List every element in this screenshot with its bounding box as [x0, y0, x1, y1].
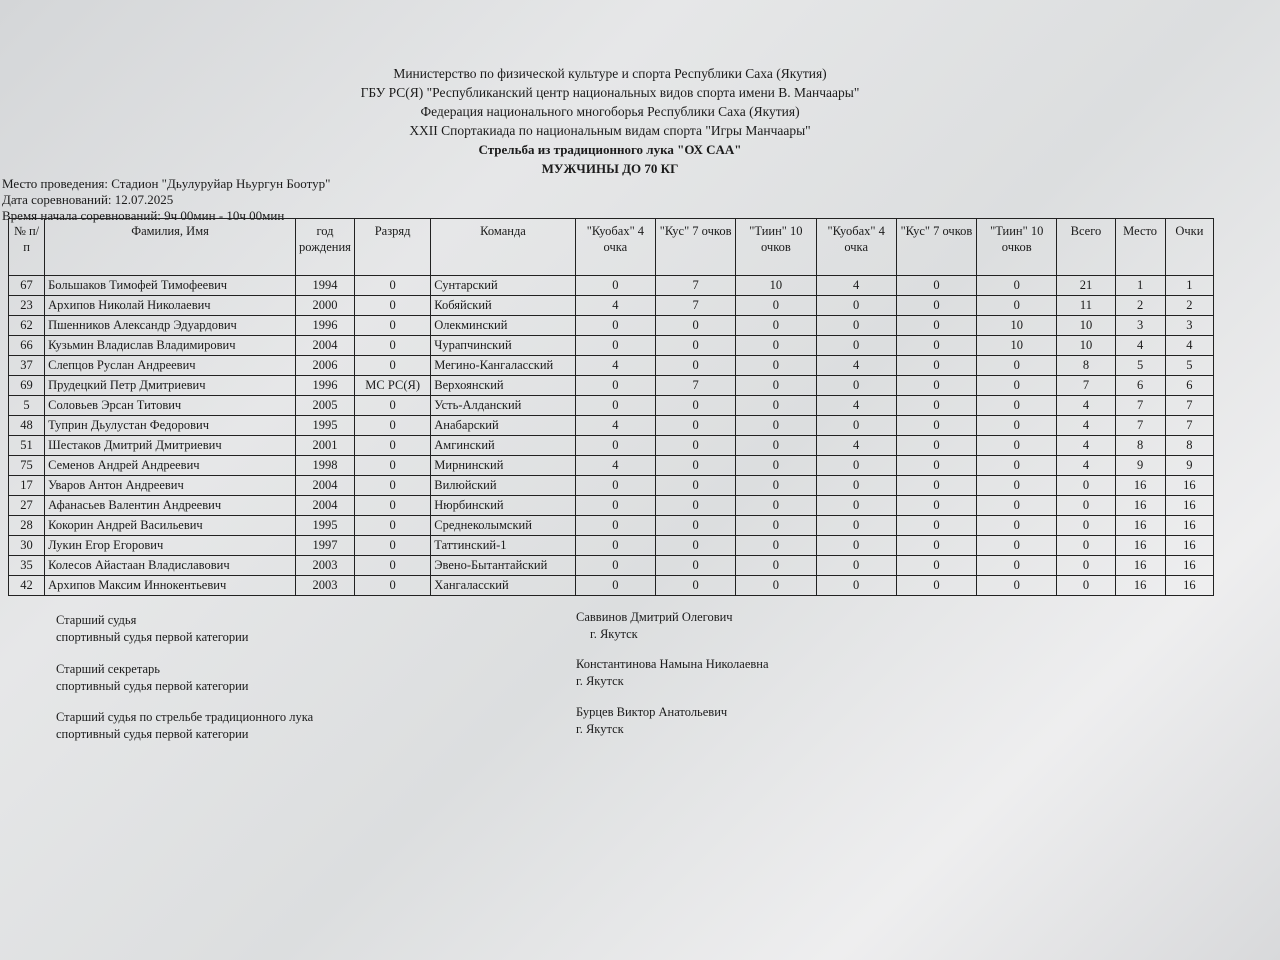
cell-s1: 0	[575, 436, 655, 456]
cell-name: Кузьмин Владислав Владимирович	[45, 336, 296, 356]
cell-total: 4	[1057, 456, 1115, 476]
cell-num: 17	[9, 476, 45, 496]
secretary-name: Константинова Намына Николаевна	[576, 657, 769, 671]
cell-team: Анабарский	[431, 416, 575, 436]
cell-total: 0	[1057, 496, 1115, 516]
cell-s4: 0	[816, 556, 896, 576]
table-row	[9, 416, 1214, 436]
cell-total: 0	[1057, 536, 1115, 556]
header-line-discipline: Стрельба из традиционного лука "ОХ СAA"	[478, 142, 742, 157]
cell-points: 16	[1165, 516, 1213, 536]
cell-total: 0	[1057, 476, 1115, 496]
cell-s1: 0	[575, 496, 655, 516]
cell-total: 11	[1057, 296, 1115, 316]
cell-s6: 0	[977, 576, 1057, 596]
archery-judge-title: Старший судья по стрельбе традиционного лука	[56, 710, 314, 724]
cell-team: Хангаласский	[431, 576, 575, 596]
cell-s3: 0	[736, 536, 816, 556]
col-team: Команда	[431, 219, 575, 276]
meta-date: Дата соревнований: 12.07.2025	[2, 192, 174, 207]
cell-year: 2000	[295, 296, 354, 316]
cell-team: Мирнинский	[431, 456, 575, 476]
cell-points: 5	[1165, 356, 1213, 376]
cell-team: Сунтарский	[431, 276, 575, 296]
judge-city: г. Якутск	[590, 627, 638, 641]
cell-name: Большаков Тимофей Тимофеевич	[45, 276, 296, 296]
cell-s6: 0	[977, 356, 1057, 376]
cell-rank: 0	[355, 436, 431, 456]
document-header	[0, 64, 1220, 178]
cell-rank: МС РС(Я)	[355, 376, 431, 396]
cell-name: Шестаков Дмитрий Дмитриевич	[45, 436, 296, 456]
col-shot3: "Тиин" 10 очков	[736, 219, 816, 276]
cell-team: Вилюйский	[431, 476, 575, 496]
cell-s4: 4	[816, 436, 896, 456]
cell-points: 16	[1165, 476, 1213, 496]
cell-total: 0	[1057, 556, 1115, 576]
col-total: Всего	[1057, 219, 1115, 276]
cell-s5: 0	[896, 456, 976, 476]
cell-rank: 0	[355, 356, 431, 376]
cell-s5: 0	[896, 416, 976, 436]
cell-rank: 0	[355, 276, 431, 296]
cell-s1: 0	[575, 396, 655, 416]
cell-year: 2006	[295, 356, 354, 376]
table-row	[9, 336, 1214, 356]
cell-s6: 0	[977, 436, 1057, 456]
cell-s2: 0	[656, 356, 736, 376]
col-rank: Разряд	[355, 219, 431, 276]
cell-s4: 0	[816, 536, 896, 556]
cell-rank: 0	[355, 316, 431, 336]
table-row	[9, 576, 1214, 596]
cell-points: 9	[1165, 456, 1213, 476]
table-row	[9, 316, 1214, 336]
cell-rank: 0	[355, 516, 431, 536]
col-points: Очки	[1165, 219, 1213, 276]
cell-s2: 0	[656, 496, 736, 516]
cell-year: 1996	[295, 316, 354, 336]
cell-place: 16	[1115, 576, 1165, 596]
cell-rank: 0	[355, 396, 431, 416]
cell-s3: 0	[736, 416, 816, 436]
cell-s1: 4	[575, 416, 655, 436]
cell-s2: 7	[656, 376, 736, 396]
cell-place: 7	[1115, 396, 1165, 416]
cell-name: Кокорин Андрей Васильевич	[45, 516, 296, 536]
col-shot6: "Тиин" 10 очков	[977, 219, 1057, 276]
cell-s1: 0	[575, 536, 655, 556]
cell-team: Амгинский	[431, 436, 575, 456]
cell-year: 2003	[295, 556, 354, 576]
cell-s5: 0	[896, 296, 976, 316]
cell-year: 1997	[295, 536, 354, 556]
cell-year: 1996	[295, 376, 354, 396]
cell-s1: 0	[575, 576, 655, 596]
table-row	[9, 556, 1214, 576]
table-header-row	[9, 219, 1214, 276]
table-row	[9, 396, 1214, 416]
cell-s2: 7	[656, 276, 736, 296]
cell-place: 16	[1115, 496, 1165, 516]
meta-time: Время начала соревнований: 9ч 00мин - 10ч 00мин	[2, 208, 285, 223]
cell-place: 7	[1115, 416, 1165, 436]
col-year: год рождения	[295, 219, 354, 276]
table-row	[9, 276, 1214, 296]
cell-num: 28	[9, 516, 45, 536]
cell-points: 1	[1165, 276, 1213, 296]
cell-num: 67	[9, 276, 45, 296]
table-row	[9, 456, 1214, 476]
cell-s2: 0	[656, 336, 736, 356]
cell-team: Усть-Алданский	[431, 396, 575, 416]
table-row	[9, 476, 1214, 496]
cell-s6: 0	[977, 416, 1057, 436]
cell-total: 10	[1057, 336, 1115, 356]
cell-s6: 0	[977, 376, 1057, 396]
cell-team: Верхоянский	[431, 376, 575, 396]
cell-place: 16	[1115, 516, 1165, 536]
col-shot1: "Куобах" 4 очка	[575, 219, 655, 276]
col-shot2: "Кус" 7 очков	[656, 219, 736, 276]
cell-name: Слепцов Руслан Андреевич	[45, 356, 296, 376]
archery-judge-name: Бурцев Виктор Анатольевич	[576, 705, 728, 719]
cell-s1: 0	[575, 376, 655, 396]
cell-s4: 0	[816, 336, 896, 356]
cell-s5: 0	[896, 496, 976, 516]
cell-s5: 0	[896, 396, 976, 416]
cell-year: 2004	[295, 496, 354, 516]
cell-name: Архипов Максим Иннокентьевич	[45, 576, 296, 596]
cell-points: 7	[1165, 416, 1213, 436]
cell-total: 10	[1057, 316, 1115, 336]
cell-s2: 0	[656, 556, 736, 576]
cell-s4: 0	[816, 576, 896, 596]
results-body	[9, 276, 1214, 596]
cell-points: 16	[1165, 536, 1213, 556]
cell-year: 1995	[295, 516, 354, 536]
cell-s3: 0	[736, 316, 816, 336]
header-line-games: XXII Спортакиада по национальным видам спорта "Игры Манчаары"	[409, 123, 811, 138]
cell-s2: 0	[656, 456, 736, 476]
footer-archery-person	[576, 704, 727, 738]
cell-s6: 0	[977, 536, 1057, 556]
cell-s5: 0	[896, 276, 976, 296]
col-place: Место	[1115, 219, 1165, 276]
cell-s4: 4	[816, 356, 896, 376]
cell-s6: 10	[977, 336, 1057, 356]
cell-rank: 0	[355, 556, 431, 576]
cell-s2: 0	[656, 316, 736, 336]
table-row	[9, 376, 1214, 396]
cell-team: Олекминский	[431, 316, 575, 336]
cell-s5: 0	[896, 336, 976, 356]
cell-s5: 0	[896, 556, 976, 576]
cell-s3: 0	[736, 356, 816, 376]
footer-judge-role	[56, 612, 249, 646]
cell-s3: 0	[736, 336, 816, 356]
cell-s3: 10	[736, 276, 816, 296]
cell-s3: 0	[736, 396, 816, 416]
cell-s3: 0	[736, 516, 816, 536]
cell-name: Соловьев Эрсан Титович	[45, 396, 296, 416]
cell-s5: 0	[896, 316, 976, 336]
cell-s5: 0	[896, 576, 976, 596]
cell-s5: 0	[896, 356, 976, 376]
cell-s1: 4	[575, 456, 655, 476]
cell-points: 16	[1165, 556, 1213, 576]
secretary-city: г. Якутск	[576, 674, 624, 688]
cell-points: 2	[1165, 296, 1213, 316]
cell-rank: 0	[355, 456, 431, 476]
cell-s2: 0	[656, 536, 736, 556]
cell-place: 5	[1115, 356, 1165, 376]
cell-rank: 0	[355, 416, 431, 436]
cell-s6: 0	[977, 496, 1057, 516]
cell-team: Кобяйский	[431, 296, 575, 316]
cell-s4: 4	[816, 276, 896, 296]
cell-name: Афанасьев Валентин Андреевич	[45, 496, 296, 516]
cell-name: Уваров Антон Андреевич	[45, 476, 296, 496]
cell-year: 2003	[295, 576, 354, 596]
col-shot4: "Куобах" 4 очка	[816, 219, 896, 276]
cell-total: 4	[1057, 416, 1115, 436]
judge-category: спортивный судья первой категории	[56, 630, 249, 644]
cell-s5: 0	[896, 476, 976, 496]
cell-s3: 0	[736, 376, 816, 396]
cell-place: 2	[1115, 296, 1165, 316]
cell-num: 75	[9, 456, 45, 476]
cell-s4: 0	[816, 316, 896, 336]
cell-team: Нюрбинский	[431, 496, 575, 516]
cell-place: 8	[1115, 436, 1165, 456]
cell-s4: 0	[816, 456, 896, 476]
cell-team: Эвено-Бытантайский	[431, 556, 575, 576]
cell-year: 1994	[295, 276, 354, 296]
cell-total: 4	[1057, 436, 1115, 456]
secretary-title: Старший секретарь	[56, 662, 160, 676]
cell-name: Архипов Николай Николаевич	[45, 296, 296, 316]
cell-s1: 4	[575, 356, 655, 376]
cell-s6: 0	[977, 396, 1057, 416]
cell-s4: 0	[816, 476, 896, 496]
cell-points: 4	[1165, 336, 1213, 356]
cell-s1: 0	[575, 556, 655, 576]
cell-s3: 0	[736, 496, 816, 516]
cell-num: 27	[9, 496, 45, 516]
cell-name: Прудецкий Петр Дмитриевич	[45, 376, 296, 396]
cell-s1: 4	[575, 296, 655, 316]
cell-s1: 0	[575, 276, 655, 296]
cell-rank: 0	[355, 496, 431, 516]
cell-num: 35	[9, 556, 45, 576]
cell-s3: 0	[736, 556, 816, 576]
cell-total: 4	[1057, 396, 1115, 416]
cell-place: 16	[1115, 536, 1165, 556]
competition-meta	[2, 176, 330, 224]
cell-s4: 4	[816, 396, 896, 416]
cell-s4: 0	[816, 296, 896, 316]
cell-s6: 0	[977, 476, 1057, 496]
cell-s4: 0	[816, 516, 896, 536]
cell-s2: 7	[656, 296, 736, 316]
cell-points: 16	[1165, 496, 1213, 516]
cell-s1: 0	[575, 516, 655, 536]
cell-s6: 0	[977, 296, 1057, 316]
cell-s6: 0	[977, 276, 1057, 296]
cell-year: 2001	[295, 436, 354, 456]
col-shot5: "Кус" 7 очков	[896, 219, 976, 276]
cell-s2: 0	[656, 436, 736, 456]
cell-rank: 0	[355, 476, 431, 496]
cell-year: 1995	[295, 416, 354, 436]
cell-s2: 0	[656, 576, 736, 596]
cell-s3: 0	[736, 296, 816, 316]
cell-team: Мегино-Кангаласский	[431, 356, 575, 376]
table-row	[9, 436, 1214, 456]
table-row	[9, 496, 1214, 516]
cell-s4: 0	[816, 496, 896, 516]
footer-secretary-person	[576, 656, 769, 690]
cell-num: 62	[9, 316, 45, 336]
cell-s5: 0	[896, 436, 976, 456]
cell-s1: 0	[575, 336, 655, 356]
cell-s4: 0	[816, 416, 896, 436]
cell-name: Лукин Егор Егорович	[45, 536, 296, 556]
cell-s4: 0	[816, 376, 896, 396]
header-line-center: ГБУ РС(Я) "Республиканский центр национальных видов спорта имени В. Манчаары"	[360, 85, 860, 100]
col-name: Фамилия, Имя	[45, 219, 296, 276]
cell-total: 21	[1057, 276, 1115, 296]
cell-points: 8	[1165, 436, 1213, 456]
cell-name: Колесов Айастаан Владиславович	[45, 556, 296, 576]
cell-total: 8	[1057, 356, 1115, 376]
cell-total: 0	[1057, 576, 1115, 596]
cell-s5: 0	[896, 536, 976, 556]
cell-name: Семенов Андрей Андреевич	[45, 456, 296, 476]
col-num: № п/п	[9, 219, 45, 276]
cell-s6: 10	[977, 316, 1057, 336]
header-line-category: МУЖЧИНЫ ДО 70 КГ	[541, 161, 679, 176]
cell-rank: 0	[355, 296, 431, 316]
footer-archery-role	[56, 709, 313, 743]
cell-team: Среднеколымский	[431, 516, 575, 536]
cell-num: 48	[9, 416, 45, 436]
cell-year: 2004	[295, 476, 354, 496]
archery-judge-category: спортивный судья первой категории	[56, 727, 249, 741]
cell-total: 0	[1057, 516, 1115, 536]
cell-s2: 0	[656, 476, 736, 496]
cell-place: 16	[1115, 556, 1165, 576]
cell-s2: 0	[656, 416, 736, 436]
cell-num: 66	[9, 336, 45, 356]
cell-name: Пшенников Александр Эдуардович	[45, 316, 296, 336]
cell-num: 37	[9, 356, 45, 376]
cell-rank: 0	[355, 536, 431, 556]
cell-num: 23	[9, 296, 45, 316]
table-row	[9, 356, 1214, 376]
cell-num: 69	[9, 376, 45, 396]
cell-place: 3	[1115, 316, 1165, 336]
cell-s6: 0	[977, 456, 1057, 476]
judge-title: Старший судья	[56, 613, 137, 627]
archery-judge-city: г. Якутск	[576, 722, 624, 736]
cell-s2: 0	[656, 396, 736, 416]
footer-secretary-role	[56, 661, 249, 695]
cell-place: 4	[1115, 336, 1165, 356]
cell-s3: 0	[736, 456, 816, 476]
cell-points: 7	[1165, 396, 1213, 416]
cell-s5: 0	[896, 376, 976, 396]
judge-name: Саввинов Дмитрий Олегович	[576, 610, 733, 624]
cell-num: 42	[9, 576, 45, 596]
cell-s3: 0	[736, 576, 816, 596]
cell-s5: 0	[896, 516, 976, 536]
cell-total: 7	[1057, 376, 1115, 396]
secretary-category: спортивный судья первой категории	[56, 679, 249, 693]
cell-s3: 0	[736, 476, 816, 496]
cell-team: Таттинский-1	[431, 536, 575, 556]
cell-place: 16	[1115, 476, 1165, 496]
cell-points: 6	[1165, 376, 1213, 396]
results-table	[8, 218, 1214, 596]
cell-rank: 0	[355, 336, 431, 356]
cell-s1: 0	[575, 316, 655, 336]
cell-s1: 0	[575, 476, 655, 496]
cell-num: 51	[9, 436, 45, 456]
header-line-federation: Федерация национального многоборья Республики Саха (Якутия)	[420, 104, 800, 119]
cell-place: 9	[1115, 456, 1165, 476]
meta-venue: Место проведения: Стадион "Дьулуруйар Ньургун Боотур"	[2, 176, 331, 191]
footer-judge-person	[576, 609, 733, 643]
cell-name: Туприн Дьулустан Федорович	[45, 416, 296, 436]
cell-place: 1	[1115, 276, 1165, 296]
cell-s6: 0	[977, 516, 1057, 536]
cell-year: 1998	[295, 456, 354, 476]
cell-team: Чурапчинский	[431, 336, 575, 356]
cell-s3: 0	[736, 436, 816, 456]
cell-s2: 0	[656, 516, 736, 536]
cell-s6: 0	[977, 556, 1057, 576]
cell-num: 30	[9, 536, 45, 556]
cell-points: 16	[1165, 576, 1213, 596]
cell-place: 6	[1115, 376, 1165, 396]
header-line-ministry: Министерство по физической культуре и спорта Республики Саха (Якутия)	[393, 66, 827, 81]
cell-rank: 0	[355, 576, 431, 596]
cell-points: 3	[1165, 316, 1213, 336]
cell-year: 2005	[295, 396, 354, 416]
cell-num: 5	[9, 396, 45, 416]
cell-year: 2004	[295, 336, 354, 356]
table-row	[9, 536, 1214, 556]
table-row	[9, 516, 1214, 536]
table-row	[9, 296, 1214, 316]
